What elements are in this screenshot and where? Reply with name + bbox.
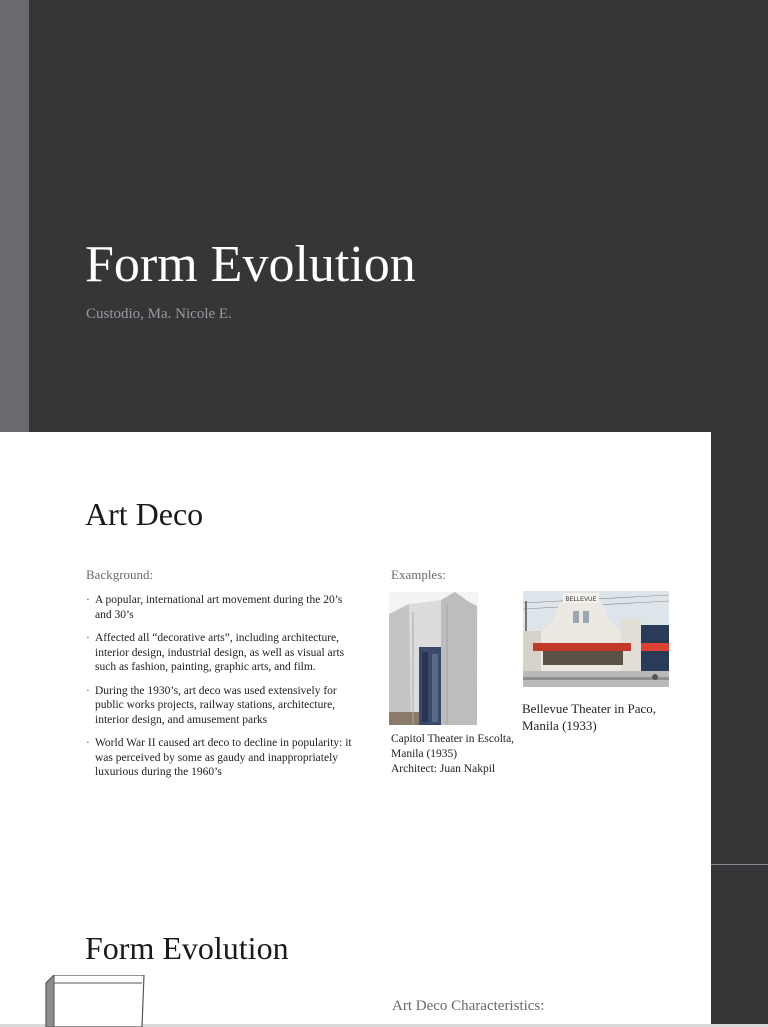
bullet-item: · World War II caused art deco to decline in popularity: it was perceived by some as gaudy and inappropriately luxurious during the 1960’s [86, 736, 354, 780]
bellevue-theater-illustration [523, 591, 669, 687]
characteristics-label: Art Deco Characteristics: [392, 998, 545, 1014]
capitol-theater-illustration [389, 592, 478, 725]
capitol-theater-photo [389, 592, 478, 725]
bellevue-theater-photo [523, 591, 669, 687]
bullet-item: · A popular, international art movement during the 20’s and 30’s [86, 593, 354, 622]
capitol-caption [391, 732, 514, 777]
capitol-caption-line: Manila (1935) [391, 748, 458, 760]
form-evolution-slide [0, 865, 711, 1024]
bellevue-sign: BELLEVUE [565, 597, 597, 603]
bellevue-caption [522, 700, 656, 734]
background-label: Background: [86, 567, 154, 582]
accent-stripe [0, 0, 29, 432]
art-deco-heading: Art Deco [85, 496, 204, 532]
slide-divider [711, 864, 768, 865]
background-bullet-list [86, 593, 354, 789]
slide-gap-right [711, 432, 768, 1024]
form-evolution-heading: Form Evolution [85, 930, 289, 966]
capitol-caption-line: Architect: Juan Nakpil [391, 763, 496, 775]
bellevue-caption-line: Manila (1933) [522, 718, 597, 733]
cube-diagram-icon [44, 975, 148, 1027]
examples-label: Examples: [391, 567, 446, 582]
slide-subtitle: Custodio, Ma. Nicole E. [86, 306, 232, 322]
bullet-item: · Affected all “decorative arts”, including architecture, interior design, industrial design, as well as visual arts such as fashion, painting, graphic arts, and film. [86, 631, 354, 675]
capitol-caption-line: Capitol Theater in Escolta, [391, 733, 515, 745]
slide-title: Form Evolution [85, 236, 416, 293]
bellevue-caption-line: Bellevue Theater in Paco, [522, 701, 657, 716]
bullet-item: · During the 1930’s, art deco was used extensively for public works projects, railway stations, architecture, interior design, and amusement parks [86, 684, 354, 728]
title-slide [0, 0, 768, 432]
